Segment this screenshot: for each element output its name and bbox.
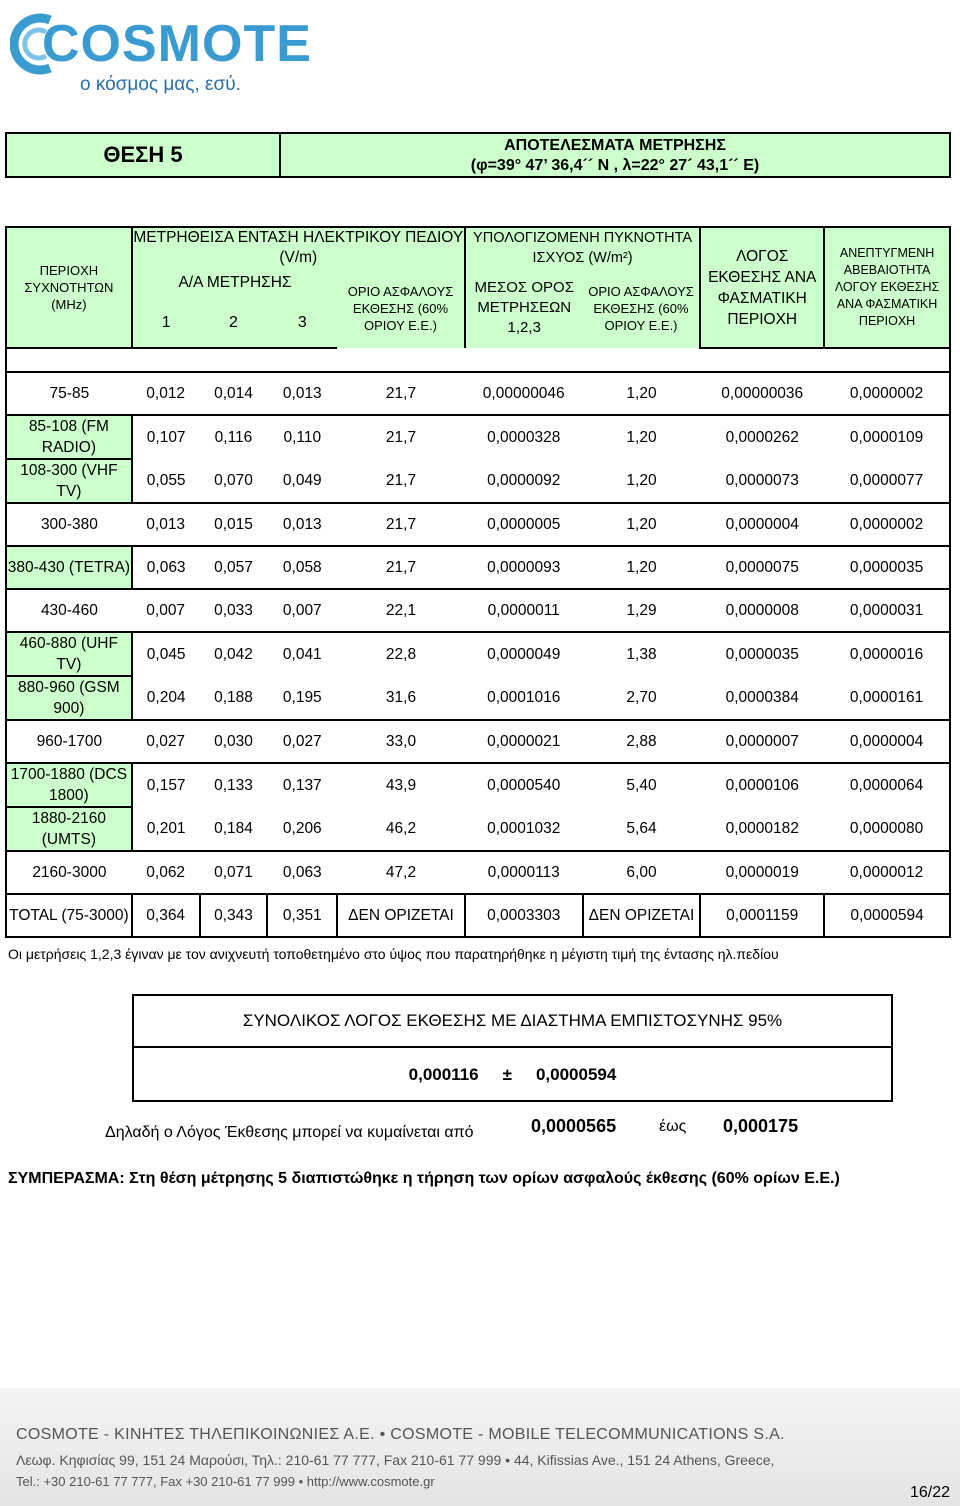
value-cell: 0,195 [267, 676, 337, 720]
measurement-table [5, 226, 951, 938]
value-cell: 0,0000161 [824, 676, 950, 720]
value-cell: 0,0001032 [465, 807, 583, 851]
freq-region-cell: 460-880 (UHF TV) [6, 632, 132, 676]
freq-region-cell: 430-460 [6, 589, 132, 632]
value-cell: 0,343 [200, 894, 268, 937]
value-cell: 0,0000004 [700, 503, 824, 546]
value-cell: 0,0000113 [465, 851, 583, 894]
value-cell: 0,0000077 [824, 459, 950, 503]
value-cell: 0,0000035 [725, 646, 799, 663]
value-cell: 0,0000005 [465, 503, 583, 546]
value-cell: 0,013 [132, 503, 200, 546]
value-cell: 0,0000031 [824, 589, 950, 632]
value-cell: 0,0000019 [700, 851, 824, 894]
value-cell: 0,351 [267, 894, 337, 937]
value-cell: 1,38 [626, 646, 657, 663]
conclusion: ΣΥΜΠΕΡΑΣΜΑ: Στη θέση μέτρησης 5 διαπιστώθηκε η τήρηση των ορίων ασφαλούς έκθεσης (60% ορίων Ε.Ε.) [8, 1170, 840, 1187]
value-cell: 0,0000011 [465, 589, 583, 632]
value-cell: 0,0001159 [700, 894, 824, 937]
value-cell: 0,0000262 [725, 429, 799, 446]
header-safety-limit-e: ΟΡΙΟ ΑΣΦΑΛΟΥΣ ΕΚΘΕΣΗΣ (60% ΟΡΙΟΥ Ε.Ε.) [337, 268, 465, 348]
header-mean-measurements: ΜΕΣΟΣ ΟΡΟΣ ΜΕΤΡΗΣΕΩΝ 1,2,3 [465, 268, 583, 348]
header-aa-measurement: Α/Α ΜΕΤΡΗΣΗΣ [132, 268, 337, 298]
value-cell: 21,7 [337, 503, 465, 546]
freq-region-cell: 85-108 (FM RADIO) [6, 415, 132, 459]
value-cell: 0,201 [132, 807, 200, 851]
summary-value: 0,000116 [408, 1065, 479, 1084]
freq-region-cell: 1700-1880 (DCS 1800) [6, 763, 132, 807]
logo-wordmark: COSMOTE [42, 15, 312, 73]
value-cell: 6,00 [583, 851, 701, 894]
summary-values [134, 1048, 891, 1102]
freq-region-cell: TOTAL (75-3000) [6, 894, 132, 937]
header-m1: 1 [132, 298, 200, 348]
header-exposure-ratio: ΛΟΓΟΣ ΕΚΘΕΣΗΣ ΑΝΑ ΦΑΣΜΑΤΙΚΗ ΠΕΡΙΟΧΗ [700, 227, 824, 348]
value-cell: 0,007 [267, 589, 337, 632]
banner-company: COSMOTE - ΚΙΝΗΤΕΣ ΤΗΛΕΠΙΚΟΙΝΩΝΙΕΣ Α.Ε. • COSMOTE - MOBILE TELECOMMUNICATIONS S.A. [16, 1426, 785, 1443]
value-cell: 0,071 [200, 851, 268, 894]
table-row [6, 415, 950, 459]
value-cell: 0,0000182 [700, 807, 824, 851]
value-cell: 21,7 [337, 372, 465, 415]
value-cell: 0,00000036 [700, 372, 824, 415]
value-cell: 0,0000384 [700, 676, 824, 720]
freq-region-cell: 960-1700 [6, 720, 132, 763]
freq-region-cell: 108-300 (VHF TV) [6, 459, 132, 503]
value-cell: 0,204 [132, 676, 200, 720]
value-cell: 0,0000092 [465, 459, 583, 503]
range-text: Δηλαδή ο Λόγος Έκθεσης μπορεί να κυμαίνεται από [105, 1124, 474, 1141]
value-cell: 0,184 [200, 807, 268, 851]
results-coordinates: (φ=39° 47’ 36,4´´ N , λ=22° 27´ 43,1´´ E) [470, 157, 760, 174]
title-box [5, 132, 951, 178]
value-cell: 0,0000106 [725, 777, 799, 794]
header-measured-field: ΜΕΤΡΗΘΕΙΣΑ ΕΝΤΑΣΗ ΗΛΕΚΤΡΙΚΟΥ ΠΕΔΙΟΥ (V/m) [133, 229, 464, 266]
value-cell: 0,049 [267, 459, 337, 503]
value-cell: 0,110 [283, 429, 322, 446]
value-cell: 0,0000594 [824, 894, 950, 937]
value-cell: 0,058 [267, 546, 337, 589]
value-cell: 0,0000002 [824, 503, 950, 546]
value-cell: 46,2 [337, 807, 465, 851]
value-cell: 0,0000075 [700, 546, 824, 589]
value-cell: 0,033 [200, 589, 268, 632]
position-title: ΘΕΣΗ 5 [7, 134, 281, 176]
page-number: 16/22 [910, 1484, 951, 1501]
value-cell: 1,20 [583, 372, 701, 415]
value-cell: 0,206 [267, 807, 337, 851]
value-cell: 0,00000046 [465, 372, 583, 415]
table-row [6, 720, 950, 763]
value-cell: 0,027 [267, 720, 337, 763]
value-cell: 33,0 [337, 720, 465, 763]
value-cell: 2,88 [583, 720, 701, 763]
summary-title: ΣΥΝΟΛΙΚΟΣ ΛΟΓΟΣ ΕΚΘΕΣΗΣ ΜΕ ΔΙΑΣΤΗΜΑ ΕΜΠΙΣΤΟΣΥΝΗΣ 95% [134, 996, 891, 1048]
value-cell: 21,7 [385, 429, 417, 446]
value-cell: 0,045 [146, 646, 186, 663]
value-cell: 0,0000002 [824, 372, 950, 415]
value-cell: 22,8 [385, 646, 417, 663]
value-cell: 0,055 [132, 459, 200, 503]
value-cell: 0,107 [146, 429, 186, 446]
range-to: 0,000175 [723, 1116, 799, 1136]
value-cell: 43,9 [385, 777, 417, 794]
value-cell: 0,012 [132, 372, 200, 415]
value-cell: 0,137 [282, 777, 322, 794]
table-row [6, 546, 950, 589]
value-cell: 0,027 [132, 720, 200, 763]
value-cell: 0,188 [200, 676, 268, 720]
freq-region-cell: 300-380 [6, 503, 132, 546]
value-cell: 0,0000007 [700, 720, 824, 763]
range-from: 0,0000565 [531, 1116, 617, 1136]
value-cell: 0,0000012 [824, 851, 950, 894]
table-row [6, 372, 950, 415]
value-cell: 0,013 [267, 503, 337, 546]
value-cell: 5,64 [583, 807, 701, 851]
value-cell: 0,042 [214, 646, 253, 663]
value-cell: 0,116 [214, 429, 253, 446]
value-cell: 0,0000035 [824, 546, 950, 589]
value-cell: 0,0003303 [465, 894, 583, 937]
freq-region-cell: 2160-3000 [6, 851, 132, 894]
value-cell: 0,0000021 [465, 720, 583, 763]
value-cell: 0,364 [132, 894, 200, 937]
value-cell: ΔΕΝ ΟΡΙΖΕΤΑΙ [337, 894, 465, 937]
freq-region-cell: 380-430 (TETRA) [6, 546, 132, 589]
header-m2: 2 [200, 298, 268, 348]
value-cell: 0,015 [200, 503, 268, 546]
measurement-note: Οι μετρήσεις 1,2,3 έγιναν με τον ανιχνευτή τοποθετημένο στο ύψος που παρατηρήθηκε η μέγιστη τιμή της έντασης ηλ.πεδίου [8, 946, 779, 962]
summary-box [132, 994, 893, 1102]
table-row [6, 763, 950, 807]
value-cell: 0,063 [267, 851, 337, 894]
value-cell: 21,7 [337, 546, 465, 589]
value-cell: 0,0000064 [824, 763, 950, 807]
value-cell: 0,157 [146, 777, 186, 794]
value-cell: ΔΕΝ ΟΡΙΖΕΤΑΙ [583, 894, 701, 937]
summary-plus-minus: ± [502, 1065, 512, 1084]
value-cell: 0,0000109 [824, 415, 950, 459]
total-row [6, 894, 950, 937]
value-cell: 0,0001016 [465, 676, 583, 720]
banner-contact: Tel.: +30 210-61 77 777, Fax +30 210-61 77 999 • http://www.cosmote.gr [16, 1474, 435, 1489]
value-cell: 0,0000328 [487, 429, 561, 446]
freq-region-cell: 880-960 (GSM 900) [6, 676, 132, 720]
value-cell: 5,40 [626, 777, 657, 794]
header-uncertainty: ΑΝΕΠΤΥΓΜΕΝΗ ΑΒΕΒΑΙΟΤΗΤΑ ΛΟΓΟΥ ΕΚΘΕΣΗΣ ΑΝΑ ΦΑΣΜΑΤΙΚΗ ΠΕΡΙΟΧΗ [824, 227, 950, 348]
value-cell: 0,0000093 [465, 546, 583, 589]
value-cell: 0,0000004 [824, 720, 950, 763]
value-cell: 47,2 [337, 851, 465, 894]
value-cell: 1,20 [583, 546, 701, 589]
value-cell: 31,6 [337, 676, 465, 720]
value-cell: 0,030 [200, 720, 268, 763]
value-cell: 0,057 [200, 546, 268, 589]
footer-banner [0, 1388, 960, 1506]
freq-region-cell: 1880-2160 (UMTS) [6, 807, 132, 851]
value-cell: 1,29 [583, 589, 701, 632]
range-to-word: έως [659, 1118, 687, 1135]
results-line1: ΑΠΟΤΕΛΕΣΜΑΤΑ ΜΕΤΡΗΣΗΣ [504, 137, 726, 154]
table-row [6, 632, 950, 676]
table-row [6, 851, 950, 894]
header-m3: 3 [267, 298, 337, 348]
value-cell: 0,062 [132, 851, 200, 894]
table-row [6, 676, 950, 720]
value-cell: 0,013 [267, 372, 337, 415]
value-cell: 0,014 [200, 372, 268, 415]
value-cell: 22,1 [337, 589, 465, 632]
table-row [6, 807, 950, 851]
table-row [6, 503, 950, 546]
table-row [6, 589, 950, 632]
value-cell: 0,0000540 [487, 777, 561, 794]
value-cell: 0,070 [200, 459, 268, 503]
value-cell: 2,70 [583, 676, 701, 720]
value-cell: 0,041 [282, 646, 322, 663]
summary-uncertainty: 0,0000594 [535, 1065, 617, 1084]
value-cell: 0,133 [214, 777, 253, 794]
value-cell: 1,20 [583, 459, 701, 503]
value-cell: 0,0000008 [700, 589, 824, 632]
banner-address: Λεωφ. Κηφισίας 99, 151 24 Μαρούσι, Τηλ.: 210-61 77 777, Fax 210-61 77 999 • 44, Kifissias Ave., 151 24 Athens, Greece, [16, 1452, 775, 1468]
value-cell: 1,20 [583, 503, 701, 546]
value-cell: 0,063 [132, 546, 200, 589]
logo-tagline: ο κόσμος μας, εσύ. [80, 74, 241, 95]
value-cell: 0,0000080 [824, 807, 950, 851]
header-calc-density: ΥΠΟΛΟΓΙΖΟΜΕΝΗ ΠΥΚΝΟΤΗΤΑ ΙΣΧΥΟΣ (W/m²) [465, 227, 701, 268]
value-cell: 1,20 [626, 429, 657, 446]
value-cell: 0,007 [132, 589, 200, 632]
value-cell: 0,0000073 [700, 459, 824, 503]
header-safety-limit-s: ΟΡΙΟ ΑΣΦΑΛΟΥΣ ΕΚΘΕΣΗΣ (60% ΟΡΙΟΥ Ε.Ε.) [583, 268, 701, 348]
freq-region-cell: 75-85 [6, 372, 132, 415]
value-cell: 0,0000016 [824, 632, 950, 676]
table-row [6, 459, 950, 503]
cosmote-logo [10, 6, 312, 101]
value-cell: 21,7 [337, 459, 465, 503]
results-title [281, 134, 949, 178]
value-cell: 0,0000049 [487, 646, 561, 663]
header-freq-region: ΠΕΡΙΟΧΗ ΣΥΧΝΟΤΗΤΩΝ (MHz) [6, 227, 132, 348]
